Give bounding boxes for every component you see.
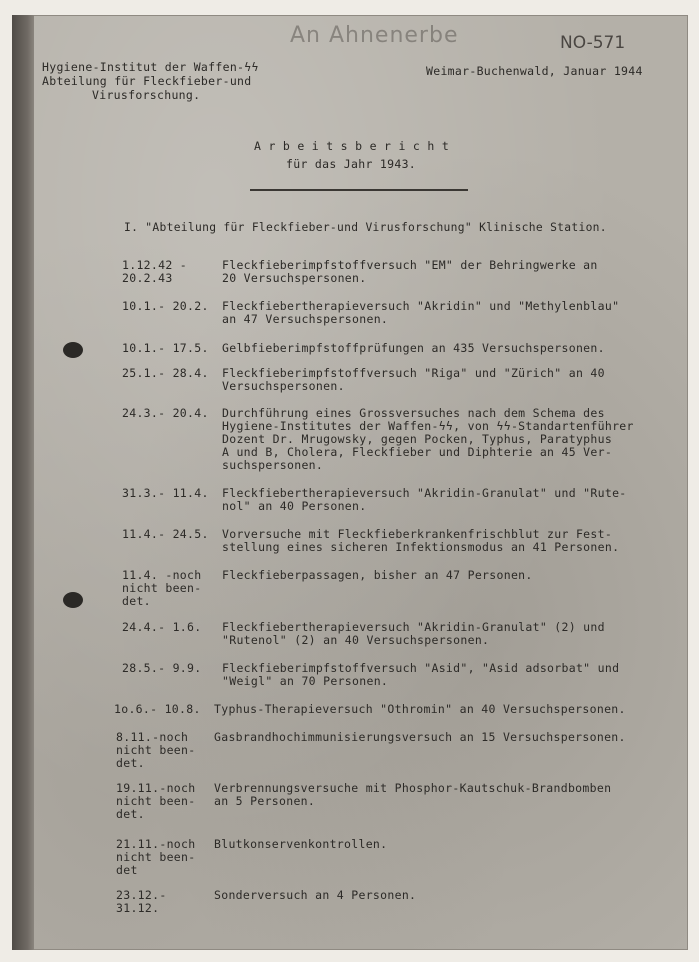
entry-text: Sonderversuch an 4 Personen. — [214, 888, 417, 902]
institute-line-2: Abteilung für Fleckfieber-und — [42, 74, 252, 88]
document-number: NO-571 — [560, 33, 626, 53]
entry-date: 24.4.- 1.6. — [122, 620, 202, 634]
entry-date: 21.11.-noch nicht been- det — [116, 837, 196, 877]
binding-spine — [12, 15, 34, 950]
place-date: Weimar-Buchenwald, Januar 1944 — [426, 64, 643, 78]
entry-text: Fleckfieberimpfstoffversuch "EM" der Behringwerke an 20 Versuchspersonen. — [222, 258, 598, 285]
entry-text: Gasbrandhochimmunisierungsversuch an 15 Versuchspersonen. — [214, 730, 626, 744]
entry-text: Gelbfieberimpfstoffprüfungen an 435 Versuchspersonen. — [222, 341, 605, 355]
entry-text: Fleckfiebertherapieversuch "Akridin-Granulat" und "Rute- nol" an 40 Personen. — [222, 486, 627, 513]
institute-line-3: Virusforschung. — [92, 88, 201, 102]
entry-date: 11.4. -noch nicht been- det. — [122, 568, 202, 608]
institute-line-1: Hygiene-Institut der Waffen-ϟϟ — [42, 60, 259, 74]
section-heading: I. "Abteilung für Fleckfieber-und Virusforschung" Klinische Station. — [124, 221, 607, 234]
entry-text: Fleckfiebertherapieversuch "Akridin" und "Methylenblau" an 47 Versuchspersonen. — [222, 299, 620, 326]
entry-text: Fleckfieberpassagen, bisher an 47 Personen. — [222, 568, 533, 582]
entry-date: 1o.6.- 10.8. — [114, 702, 201, 716]
entry-date: 10.1.- 17.5. — [122, 341, 209, 355]
entry-date: 8.11.-noch nicht been- det. — [116, 730, 196, 770]
entry-text: Blutkonservenkontrollen. — [214, 837, 388, 851]
entry-date: 19.11.-noch nicht been- det. — [116, 781, 196, 821]
entry-text: Vorversuche mit Fleckfieberkrankenfrischblut zur Fest- stellung eines sicheren Infektionsmodus an 41 Personen. — [222, 527, 620, 554]
handwritten-note: An Ahnenerbe — [290, 23, 459, 48]
entry-text: Typhus-Therapieversuch "Othromin" an 40 Versuchspersonen. — [214, 702, 626, 716]
entry-date: 1.12.42 - 20.2.43 — [122, 258, 188, 285]
entry-text: Fleckfieberimpfstoffversuch "Asid", "Asid adsorbat" und "Weigl" an 70 Personen. — [222, 661, 620, 688]
punch-hole — [63, 342, 83, 358]
entry-date: 23.12.- 31.12. — [116, 888, 167, 915]
document-page — [12, 15, 688, 950]
entry-date: 11.4.- 24.5. — [122, 527, 209, 541]
entry-date: 28.5.- 9.9. — [122, 661, 202, 675]
report-title: A r b e i t s b e r i c h t — [254, 139, 450, 153]
entry-date: 10.1.- 20.2. — [122, 299, 209, 313]
entry-date: 31.3.- 11.4. — [122, 486, 209, 500]
entry-date: 24.3.- 20.4. — [122, 406, 209, 420]
entry-text: Durchführung eines Grossversuches nach dem Schema des Hygiene-Institutes der Waffen-ϟϟ, von ϟϟ-Standartenführer Dozent Dr. Mrugowsky, gegen Pocken, Typhus, Paratyphus A und B, Cholera, Fleckfieber und Diphterie an 45 Ver- suchspersonen. — [222, 406, 634, 472]
entry-text: Fleckfiebertherapieversuch "Akridin-Granulat" (2) und "Rutenol" (2) an 40 Versuchspersonen. — [222, 620, 605, 647]
entry-text: Verbrennungsversuche mit Phosphor-Kautschuk-Brandbomben an 5 Personen. — [214, 781, 612, 808]
report-subtitle: für das Jahr 1943. — [286, 157, 417, 171]
title-underline — [250, 189, 468, 191]
entry-date: 25.1.- 28.4. — [122, 366, 209, 380]
entry-text: Fleckfieberimpfstoffversuch "Riga" und "Zürich" an 40 Versuchspersonen. — [222, 366, 605, 393]
punch-hole — [63, 592, 83, 608]
